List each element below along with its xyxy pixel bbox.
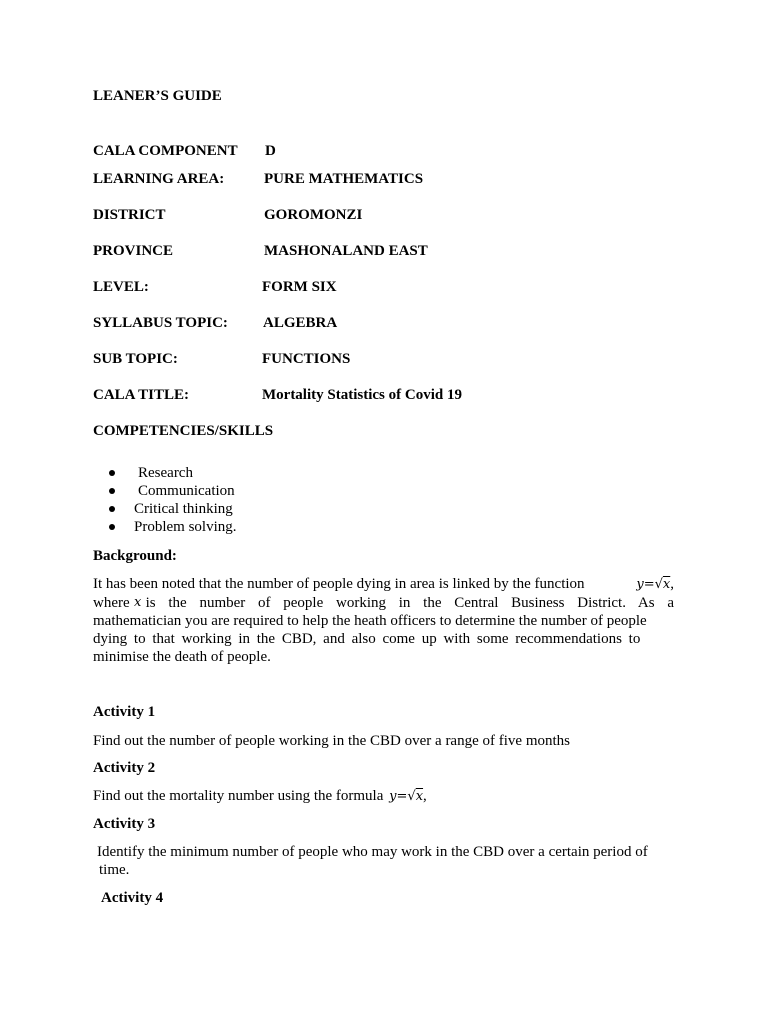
province-value: MASHONALAND EAST (264, 243, 428, 259)
paragraph-line (93, 630, 674, 648)
paragraph-text: minimise the death of people. (93, 649, 271, 665)
syllabus-topic-value: ALGEBRA (263, 315, 338, 331)
document-title: LEANER’S GUIDE (93, 88, 222, 104)
paragraph-text: where (93, 595, 130, 611)
province-label: PROVINCE (93, 243, 174, 259)
formula-equals: = (396, 789, 408, 804)
paragraph-line (93, 575, 674, 594)
background-heading: Background: (93, 548, 177, 564)
list-item (93, 464, 293, 482)
formula-x: x (662, 577, 671, 592)
paragraph-text: is the number of people working in the Central Business District. As a (145, 595, 674, 611)
competency-text: Critical thinking (134, 501, 233, 517)
activity-2-text: Find out the mortality number using the formula (93, 788, 384, 804)
paragraph-text: dying to that working in the CBD, and also come up with some recommendations to (93, 631, 641, 647)
sub-topic-label: SUB TOPIC: (93, 351, 178, 367)
activity-1-text: Find out the number of people working in the CBD over a range of five months (93, 733, 570, 749)
formula (636, 575, 674, 594)
level-label: LEVEL: (93, 279, 149, 295)
activity-3-heading: Activity 3 (93, 816, 156, 832)
competencies-heading: COMPETENCIES/SKILLS (93, 423, 274, 439)
cala-title-label: CALA TITLE: (93, 387, 190, 403)
competency-text: Communication (138, 483, 235, 499)
formula-x: x (415, 789, 424, 804)
cala-component-label: CALA COMPONENT (93, 143, 238, 159)
activity-2-line (93, 788, 427, 805)
sub-topic-value: FUNCTIONS (262, 351, 351, 367)
activity-4-heading: Activity 4 (101, 890, 164, 906)
activity-2-heading: Activity 2 (93, 760, 156, 776)
cala-component-value: D (265, 143, 276, 159)
bullet-icon (109, 470, 115, 476)
list-item (93, 518, 293, 536)
list-item (93, 482, 293, 500)
competencies-list (93, 464, 293, 536)
learning-area-label: LEARNING AREA: (93, 171, 225, 187)
bullet-icon (109, 506, 115, 512)
activity-3-text-line2: time. (99, 862, 130, 878)
bullet-icon (109, 524, 115, 530)
district-label: DISTRICT (93, 207, 166, 223)
cala-title-value: Mortality Statistics of Covid 19 (262, 387, 462, 403)
formula-comma: , (423, 788, 427, 804)
competency-text: Research (138, 465, 193, 481)
background-paragraph (93, 575, 674, 666)
formula-comma: , (670, 576, 674, 592)
district-value: GOROMONZI (264, 207, 363, 223)
paragraph-line (93, 594, 674, 612)
competency-text: Problem solving. (134, 519, 237, 535)
formula-y: y (636, 577, 644, 592)
formula-equals: = (643, 577, 655, 592)
list-item (93, 500, 293, 518)
paragraph-text: mathematician you are required to help the heath officers to determine the number of people (93, 613, 647, 629)
formula (389, 788, 427, 804)
level-value: FORM SIX (262, 279, 337, 295)
paragraph-line (93, 612, 674, 630)
formula-y: y (389, 789, 397, 804)
paragraph-line (93, 648, 674, 666)
paragraph-text: It has been noted that the number of people dying in area is linked by the function (93, 576, 585, 592)
sqrt-symbol: √ (654, 577, 663, 592)
bullet-icon (109, 488, 115, 494)
learning-area-value: PURE MATHEMATICS (264, 171, 424, 187)
syllabus-topic-label: SYLLABUS TOPIC: (93, 315, 228, 331)
variable-x: x (133, 595, 142, 610)
activity-1-heading: Activity 1 (93, 704, 156, 720)
activity-3-text-line1: Identify the minimum number of people who may work in the CBD over a certain period of (97, 844, 648, 860)
sqrt-symbol: √ (407, 789, 416, 804)
